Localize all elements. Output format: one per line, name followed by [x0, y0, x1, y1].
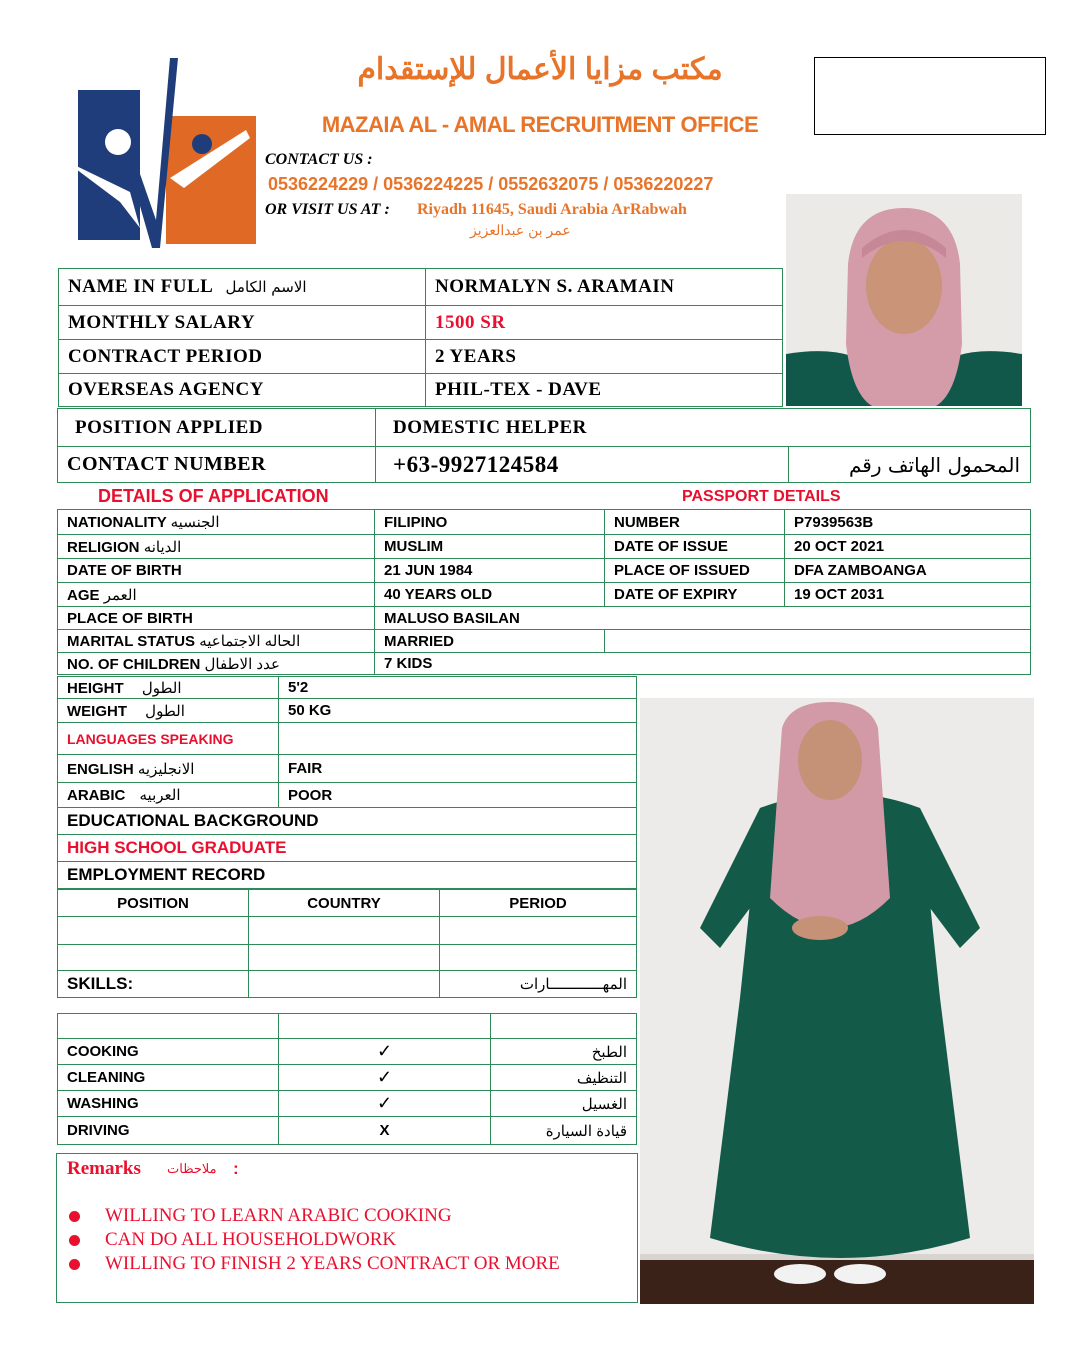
details-table: [57, 509, 1031, 675]
name-label-cell: [59, 269, 426, 306]
employment-header-row: [58, 890, 637, 917]
issue-date-value: 20 OCT 2021: [785, 535, 1031, 559]
skills-empty-row: [58, 1014, 637, 1039]
remarks-label-arabic: ملاحظات: [167, 1161, 217, 1176]
age-label: AGE: [67, 586, 100, 604]
dob-value: 21 JUN 1984: [375, 559, 605, 583]
contract-value: 2 YEARS: [426, 340, 783, 374]
skill-cleaning-arabic: التنظيف: [491, 1065, 637, 1091]
marital-label-arabic: الحاله الاجتماعيه: [199, 633, 301, 650]
bullet-icon: [69, 1211, 80, 1222]
arabic-value: POOR: [279, 783, 637, 808]
skill-cleaning-label: CLEANING: [58, 1065, 279, 1091]
employment-title-row: [58, 862, 637, 889]
name-label: NAME IN FULL: [68, 276, 213, 297]
position-label: POSITION APPLIED: [58, 409, 376, 447]
skill-driving-label: DRIVING: [58, 1117, 279, 1145]
skill-washing-arabic: الغسيل: [491, 1091, 637, 1117]
bullet-icon: [69, 1259, 80, 1270]
employment-title: EMPLOYMENT RECORD: [58, 862, 637, 889]
company-logo: [60, 52, 260, 262]
position-row: [58, 409, 1031, 447]
issue-date-label: DATE OF ISSUE: [605, 535, 785, 559]
religion-label: RELIGION: [67, 538, 140, 556]
education-title-row: [58, 808, 637, 835]
religion-label-arabic: الديانه: [143, 538, 182, 556]
age-value: 40 YEARS OLD: [375, 583, 605, 607]
children-label: NO. OF CHILDREN: [67, 655, 201, 673]
arabic-label-arabic: العربيه: [139, 787, 181, 804]
nationality-value: FILIPINO: [375, 510, 605, 535]
skill-row-washing: [58, 1091, 637, 1117]
details-row-children: [58, 653, 1031, 675]
children-label-arabic: عدد الاطفال: [204, 655, 280, 673]
salary-label: MONTHLY SALARY: [59, 306, 426, 340]
skill-cooking-check-icon: ✓: [279, 1039, 491, 1065]
main-info-table: [58, 268, 783, 407]
height-label: HEIGHT: [67, 679, 124, 697]
languages-title-row: [58, 723, 637, 755]
skill-cooking-arabic: الطبخ: [491, 1039, 637, 1065]
marital-value: MARRIED: [375, 630, 605, 653]
details-section-title: DETAILS OF APPLICATION: [98, 486, 329, 506]
weight-row: [58, 699, 637, 723]
arabic-title: مكتب مزايا الأعمال للإستقدام: [357, 53, 723, 86]
contact-label: CONTACT NUMBER: [58, 447, 376, 483]
contract-label: CONTRACT PERIOD: [59, 340, 426, 374]
agency-value: PHIL-TEX - DAVE: [426, 374, 783, 407]
remarks-colon: :: [233, 1159, 239, 1178]
religion-value: MUSLIM: [375, 535, 605, 559]
contract-row: [59, 340, 783, 374]
passport-section-title: PASSPORT DETAILS: [682, 488, 841, 505]
skill-row-cooking: [58, 1039, 637, 1065]
skills-label: SKILLS:: [58, 971, 249, 998]
issue-place-label: PLACE OF ISSUED: [605, 559, 785, 583]
skill-cleaning-check-icon: ✓: [279, 1065, 491, 1091]
employment-table: [57, 889, 637, 998]
english-row: [58, 755, 637, 783]
remark-item: CAN DO ALL HOUSEHOLDWORK: [105, 1229, 397, 1250]
skill-washing-check-icon: ✓: [279, 1091, 491, 1117]
passport-number-label: NUMBER: [605, 510, 785, 535]
address: Riyadh 11645, Saudi Arabia ArRabwah: [417, 201, 687, 218]
name-label-arabic: الاسم الكامل: [225, 278, 307, 296]
employment-col-position: POSITION: [58, 890, 249, 917]
details-row-dob: [58, 559, 1031, 583]
expiry-date-label: DATE OF EXPIRY: [605, 583, 785, 607]
stamp-box: [814, 57, 1046, 135]
weight-label-arabic: الطول: [145, 702, 185, 720]
skills-label-arabic: المهــــــــــــارات: [440, 971, 637, 998]
contact-us-label: CONTACT US :: [265, 151, 373, 168]
remark-item: WILLING TO FINISH 2 YEARS CONTRACT OR MORE: [105, 1253, 560, 1274]
contact-value: +63-9927124584: [376, 447, 789, 483]
nationality-label-arabic: الجنسيه: [170, 514, 220, 531]
arabic-label: ARABIC: [67, 787, 126, 804]
english-label-arabic: الانجليزيه: [137, 760, 195, 778]
english-label: ENGLISH: [67, 760, 134, 778]
physical-language-table: [57, 676, 637, 889]
bullet-icon: [69, 1235, 80, 1246]
nationality-label: NATIONALITY: [67, 514, 167, 531]
dob-label: DATE OF BIRTH: [67, 562, 182, 579]
skills-label-row: [58, 971, 637, 998]
skills-table: [57, 1013, 637, 1145]
skill-driving-x-icon: X: [279, 1117, 491, 1145]
position-contact-table: [57, 408, 1031, 483]
remarks-label: Remarks: [67, 1158, 141, 1179]
position-value: DOMESTIC HELPER: [376, 409, 1031, 447]
languages-empty-cell: [279, 723, 637, 755]
contact-label-arabic: المحمول الهاتف رقم: [789, 447, 1031, 483]
name-value: NORMALYN S. ARAMAIN: [426, 269, 783, 306]
name-row: [59, 269, 783, 306]
details-row-religion: [58, 535, 1031, 559]
employment-col-country: COUNTRY: [249, 890, 440, 917]
address-arabic: عمر بن عبدالعزيز: [470, 222, 571, 238]
skill-driving-arabic: قيادة السيارة: [491, 1117, 637, 1145]
skill-row-cleaning: [58, 1065, 637, 1091]
issue-place-value: DFA ZAMBOANGA: [785, 559, 1031, 583]
english-value: FAIR: [279, 755, 637, 783]
skill-cooking-label: COOKING: [58, 1039, 279, 1065]
marital-label: MARITAL STATUS: [67, 633, 196, 650]
salary-row: [59, 306, 783, 340]
languages-title: LANGUAGES SPEAKING: [58, 723, 279, 755]
height-row: [58, 677, 637, 699]
contact-row: [58, 447, 1031, 483]
details-row-nationality: [58, 510, 1031, 535]
full-body-photo: [640, 698, 1034, 1304]
phone-numbers: 0536224229 / 0536224225 / 0552632075 / 0536220227: [268, 174, 714, 194]
agency-row: [59, 374, 783, 407]
skill-washing-label: WASHING: [58, 1091, 279, 1117]
expiry-date-value: 19 OCT 2031: [785, 583, 1031, 607]
remark-item: WILLING TO LEARN ARABIC COOKING: [105, 1205, 452, 1226]
details-row-age: [58, 583, 1031, 607]
details-row-pob: [58, 607, 1031, 630]
passport-number-value: P7939563B: [785, 510, 1031, 535]
weight-value: 50 KG: [279, 699, 637, 723]
marital-empty-cell: [605, 630, 1031, 653]
height-label-arabic: الطول: [141, 679, 182, 697]
education-value: HIGH SCHOOL GRADUATE: [58, 835, 637, 862]
salary-value: 1500 SR: [426, 306, 783, 340]
details-row-marital: [58, 630, 1031, 653]
remarks-box: [56, 1153, 638, 1303]
height-value: 5'2: [279, 677, 637, 699]
pob-label: PLACE OF BIRTH: [67, 609, 193, 627]
english-title: MAZAIA AL - AMAL RECRUITMENT OFFICE: [321, 112, 759, 137]
arabic-row: [58, 783, 637, 808]
pob-value: MALUSO BASILAN: [375, 607, 1031, 630]
portrait-photo: [786, 194, 1022, 406]
visit-label: OR VISIT US AT :: [265, 201, 390, 218]
age-label-arabic: العمر: [103, 586, 137, 604]
employment-empty-row: [58, 917, 637, 945]
skill-row-driving: [58, 1117, 637, 1145]
children-value: 7 KIDS: [375, 653, 1031, 675]
employment-col-period: PERIOD: [440, 890, 637, 917]
education-value-row: [58, 835, 637, 862]
employment-empty-row: [58, 945, 637, 971]
weight-label: WEIGHT: [67, 702, 127, 720]
agency-label: OVERSEAS AGENCY: [59, 374, 426, 407]
education-title: EDUCATIONAL BACKGROUND: [58, 808, 637, 835]
